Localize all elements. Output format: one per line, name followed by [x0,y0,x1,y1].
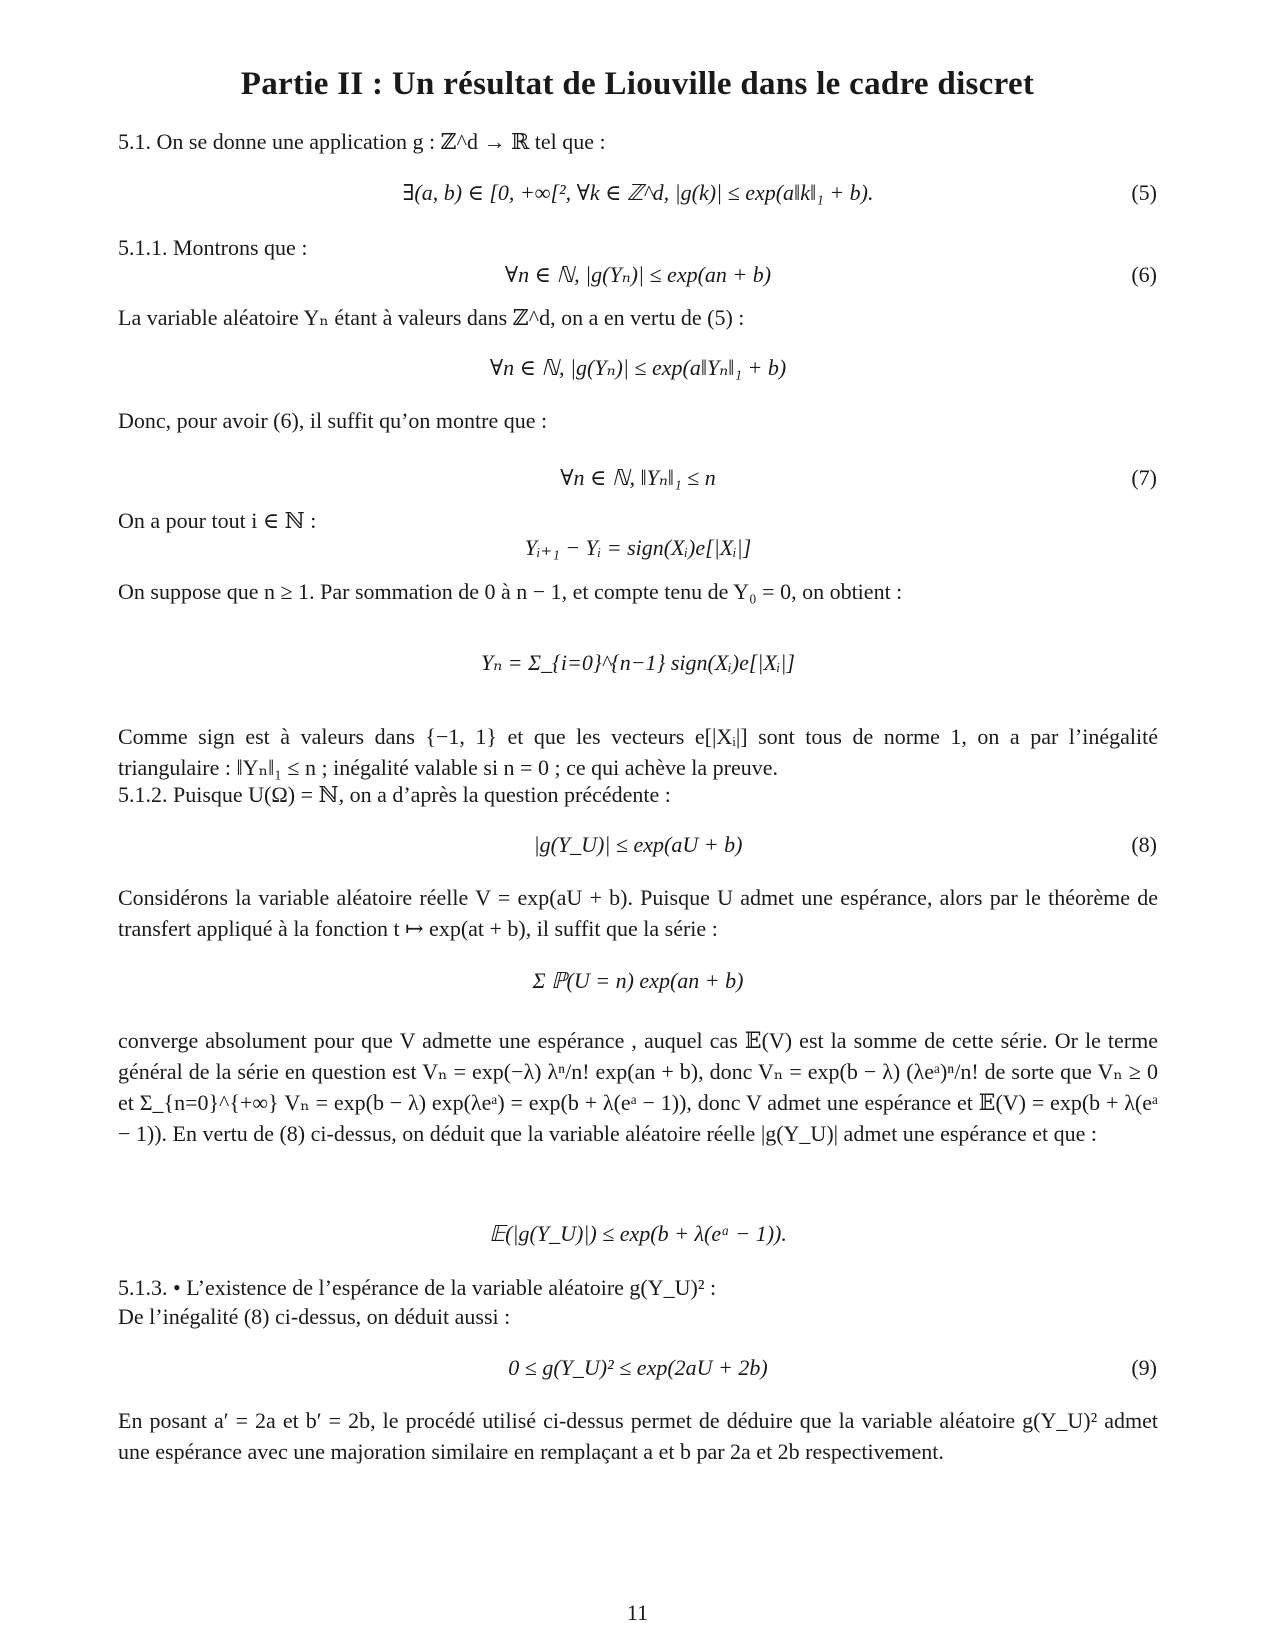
equation-8: |g(Y_U)| ≤ exp(aU + b) [533,832,743,857]
question-5-1-intro: 5.1. On se donne une application g : ℤ^d → ℝ tel que : [118,129,606,154]
page-number: 11 [626,1600,649,1625]
paragraph-comme: Comme sign est à valeurs dans {−1, 1} et que les vecteurs e[|Xᵢ|] sont tous de norme 1, on a par l’inégalité triangulaire : ‖Yₙ‖₁ ≤ n ; inégalité valable si n = 0 ; ce qui achève la preuve. [118,724,1158,780]
equation-5-number: (5) [1131,180,1157,205]
paragraph-en-posant: En posant a′ = 2a et b′ = 2b, le procédé utilisé ci-dessus permet de déduire que la variable aléatoire g(Y_U)² admet une espérance avec une majoration similaire en remplaçant a et b par 2a et 2b respectivement. [118,1408,1158,1464]
equation-sum: Yₙ = Σ_{i=0}^{n−1} sign(Xᵢ)e[|Xᵢ|] [481,650,795,675]
question-5-1-2: 5.1.2. Puisque U(Ω) = ℕ, on a d’après la question précédente : [118,782,671,807]
equation-bound: ∀n ∈ ℕ, |g(Yₙ)| ≤ exp(a‖Yₙ‖₁ + b) [489,355,787,380]
equation-7: ∀n ∈ ℕ, ‖Yₙ‖₁ ≤ n [560,465,716,490]
paragraph-variable: La variable aléatoire Yₙ étant à valeurs dans ℤ^d, on a en vertu de (5) : [118,305,745,330]
equation-series: Σ ℙ(U = n) exp(an + b) [532,968,744,993]
equation-6-number: (6) [1131,262,1157,287]
question-5-1-1-heading: 5.1.1. Montrons que : [118,235,308,260]
paragraph-considerons: Considérons la variable aléatoire réelle V = exp(aU + b). Puisque U admet une espérance, alors par le théorème de transfert appliqué à la fonction t ↦ exp(at + b), il suffit que la série : [118,885,1158,941]
equation-expectation: 𝔼(|g(Y_U)|) ≤ exp(b + λ(eᵃ − 1)). [489,1221,787,1246]
equation-difference: Yᵢ₊₁ − Yᵢ = sign(Xᵢ)e[|Xᵢ|] [524,535,752,560]
equation-9: 0 ≤ g(Y_U)² ≤ exp(2aU + 2b) [508,1355,768,1380]
paragraph-suppose: On suppose que n ≥ 1. Par sommation de 0 à n − 1, et compte tenu de Y₀ = 0, on obtient : [118,579,903,604]
equation-7-number: (7) [1131,465,1157,490]
question-5-1-3: 5.1.3. • L’existence de l’espérance de la variable aléatoire g(Y_U)² : [118,1275,717,1300]
equation-8-number: (8) [1131,832,1157,857]
equation-9-number: (9) [1131,1355,1157,1380]
paragraph-de-inegalite: De l’inégalité (8) ci-dessus, on déduit aussi : [118,1304,511,1329]
paragraph-donc: Donc, pour avoir (6), il suffit qu’on montre que : [118,408,548,433]
equation-6: ∀n ∈ ℕ, |g(Yₙ)| ≤ exp(an + b) [504,262,772,287]
paragraph-converge: converge absolument pour que V admette une espérance , auquel cas 𝔼(V) est la somme de cette série. Or le terme général de la série en question est Vₙ = exp(−λ) λⁿ/n! exp(an + b), donc Vₙ = exp(b − λ) (λeᵃ)ⁿ/n! de sorte que Vₙ ≥ 0 et Σ_{n=0}^{+∞} Vₙ = exp(b − λ) exp(λeᵃ) = exp(b + λ(eᵃ − 1)), donc V admet une espérance et 𝔼(V) = exp(b + λ(eᵃ − 1)). En vertu de (8) ci-dessus, on déduit que la variable aléatoire réelle |g(Y_U)| admet une espérance et que : [118,1028,1158,1146]
section-title: Partie II : Un résultat de Liouville dans le cadre discret [240,66,1035,102]
equation-5: ∃(a, b) ∈ [0, +∞[², ∀k ∈ ℤ^d, |g(k)| ≤ exp(a‖k‖₁ + b). [402,180,874,205]
paragraph-on-a-pour: On a pour tout i ∈ ℕ : [118,508,317,533]
